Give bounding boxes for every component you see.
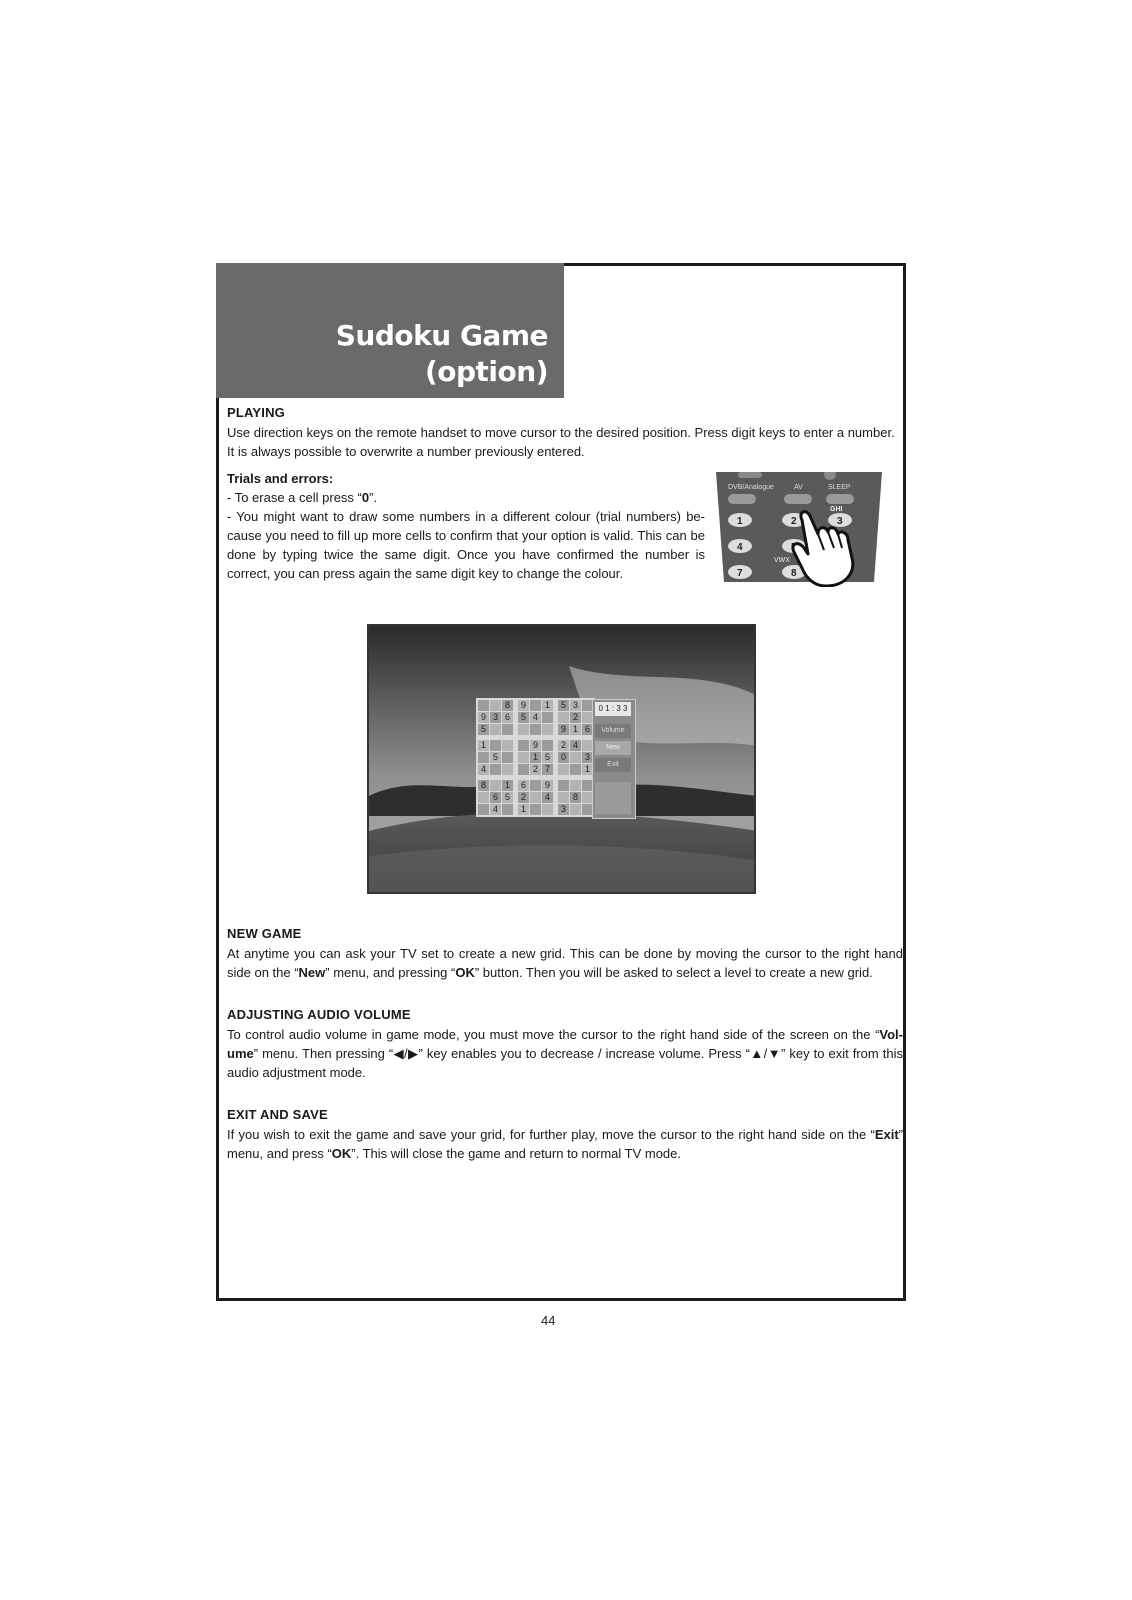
new-game-t3: ” button. Then you will be asked to select a level to create a new grid. — [474, 965, 873, 980]
new-game-b1: New — [298, 965, 326, 980]
sudoku-cell[interactable]: 4 — [542, 792, 553, 803]
sudoku-cell[interactable]: 2 — [570, 712, 581, 723]
sudoku-cell[interactable] — [558, 792, 569, 803]
sudoku-cell[interactable] — [478, 752, 489, 763]
sudoku-cell[interactable]: 3 — [490, 712, 501, 723]
sudoku-cell[interactable]: 1 — [530, 752, 541, 763]
page-subtitle: (option) — [424, 355, 548, 388]
game-side-menu — [592, 699, 636, 819]
sudoku-cell[interactable]: 2 — [530, 764, 541, 775]
sudoku-cell[interactable]: 0 — [558, 752, 569, 763]
remote-label-av: AV — [794, 484, 803, 491]
remote-label-ghi: GHI — [830, 506, 843, 513]
sudoku-cell[interactable]: 9 — [478, 712, 489, 723]
trials-bullet-2: - You might want to draw some numbers in a different colour (trial numbers) be-cause you need to fill up more cells to confirm that your option is valid. This can be done by typing twice the same digit. Once you have confirmed the number is correct, you can press again the same digit key to change the colour. — [227, 509, 705, 581]
remote-key-1: 1 — [737, 516, 743, 527]
playing-line2: It is always possible to overwrite a number previously entered. — [227, 444, 585, 459]
sudoku-cell[interactable]: 9 — [542, 780, 553, 791]
sudoku-cell[interactable] — [502, 752, 513, 763]
volume-text — [227, 1025, 903, 1082]
sudoku-cell[interactable] — [542, 804, 553, 815]
exit-save-b1: Exit — [874, 1127, 899, 1142]
sudoku-cell[interactable] — [490, 700, 501, 711]
sudoku-cell[interactable] — [542, 712, 553, 723]
sudoku-cell[interactable] — [502, 764, 513, 775]
remote-svg — [714, 472, 884, 587]
remote-key-7: 7 — [737, 568, 743, 579]
remote-label-sleep: SLEEP — [828, 484, 851, 491]
sudoku-cell[interactable]: 9 — [530, 740, 541, 751]
sudoku-cell[interactable] — [490, 740, 501, 751]
sudoku-cell[interactable]: 3 — [570, 700, 581, 711]
trials-bullet-1 — [227, 488, 705, 507]
sudoku-cell[interactable] — [478, 804, 489, 815]
sudoku-cell[interactable] — [558, 780, 569, 791]
sudoku-cell[interactable]: 6 — [518, 780, 529, 791]
playing-heading: PLAYING — [227, 405, 285, 420]
menu-new[interactable]: New — [595, 741, 631, 755]
sudoku-cell[interactable] — [478, 700, 489, 711]
exit-save-text — [227, 1125, 903, 1163]
exit-save-t3: ”. This will close the game and return to normal TV mode. — [351, 1146, 682, 1161]
sudoku-cell[interactable]: 7 — [542, 764, 553, 775]
exit-save-heading: EXIT AND SAVE — [227, 1107, 328, 1122]
sudoku-cell[interactable]: 4 — [478, 764, 489, 775]
sudoku-cell[interactable]: 8 — [478, 780, 489, 791]
trials-heading: Trials and errors: — [227, 471, 334, 486]
sudoku-cell[interactable] — [558, 712, 569, 723]
playing-text — [227, 423, 903, 461]
sudoku-cell[interactable]: 9 — [518, 700, 529, 711]
remote-key-4: 4 — [737, 542, 743, 553]
sudoku-cell[interactable]: 5 — [542, 752, 553, 763]
sudoku-cell[interactable] — [542, 724, 553, 735]
sudoku-cell[interactable]: 5 — [502, 792, 513, 803]
sudoku-cell[interactable]: 1 — [518, 804, 529, 815]
sudoku-cell[interactable]: 1 — [570, 724, 581, 735]
new-game-heading: NEW GAME — [227, 926, 302, 941]
page-number: 44 — [541, 1313, 556, 1328]
sudoku-cell[interactable]: 4 — [490, 804, 501, 815]
page-title: Sudoku Game — [335, 319, 548, 352]
remote-key-3: 3 — [837, 516, 843, 527]
sudoku-cell[interactable]: 2 — [518, 792, 529, 803]
new-game-text — [227, 944, 903, 982]
sudoku-cell[interactable] — [530, 792, 541, 803]
remote-av-button — [784, 494, 812, 504]
sudoku-cell[interactable]: 3 — [582, 752, 593, 763]
sudoku-cell[interactable]: 5 — [558, 700, 569, 711]
bullet1-key: 0 — [361, 490, 370, 505]
new-game-b2: OK — [455, 965, 475, 980]
remote-key-2: 2 — [791, 516, 797, 527]
new-game-t1: At anytime you can ask your TV set to create a new grid. This can be done by moving the cursor to the right hand side on the “ — [227, 946, 903, 980]
sudoku-cell[interactable]: 4 — [530, 712, 541, 723]
remote-dvb-button — [728, 494, 756, 504]
menu-exit[interactable]: Exit — [595, 758, 631, 772]
sudoku-cell[interactable] — [490, 780, 501, 791]
remote-label-dvb: DVB/Analogue — [728, 484, 774, 491]
sudoku-cell[interactable]: 5 — [518, 712, 529, 723]
remote-control-illustration — [714, 472, 884, 587]
bullet1-pre: - To erase a cell press “ — [227, 490, 362, 505]
sudoku-cell[interactable] — [502, 740, 513, 751]
sudoku-cell[interactable]: 8 — [570, 792, 581, 803]
sudoku-cell[interactable] — [530, 724, 541, 735]
sudoku-cell[interactable] — [518, 752, 529, 763]
sudoku-cell[interactable] — [570, 764, 581, 775]
game-timer: 0 1 : 3 3 — [595, 702, 631, 716]
sudoku-cell[interactable] — [502, 724, 513, 735]
menu-blank-panel — [595, 782, 631, 814]
sudoku-cell[interactable]: 5 — [478, 724, 489, 735]
sudoku-cell[interactable]: 1 — [582, 764, 593, 775]
sudoku-cell[interactable]: 6 — [582, 724, 593, 735]
sudoku-cell[interactable] — [478, 792, 489, 803]
sudoku-cell[interactable]: 1 — [502, 780, 513, 791]
sudoku-cell[interactable] — [490, 764, 501, 775]
sudoku-cell[interactable] — [558, 764, 569, 775]
remote-label-vwx: VWX — [774, 557, 790, 564]
volume-b1: Vol-ume — [227, 1027, 903, 1061]
sudoku-cell[interactable] — [530, 804, 541, 815]
sudoku-cell[interactable]: 6 — [502, 712, 513, 723]
sudoku-cell[interactable]: 5 — [490, 752, 501, 763]
sudoku-cell[interactable]: 1 — [542, 700, 553, 711]
sudoku-cell[interactable]: 9 — [558, 724, 569, 735]
sudoku-cell[interactable]: 1 — [478, 740, 489, 751]
volume-t2: ” menu. Then pressing “◀/▶” key enables you to decrease / increase volume. Press “▲/▼” key to exit from this audio adjustment mode. — [227, 1046, 903, 1080]
remote-sleep-button — [826, 494, 854, 504]
sudoku-cell[interactable] — [518, 724, 529, 735]
sudoku-cell[interactable]: 6 — [490, 792, 501, 803]
new-game-t2: ” menu, and pressing “ — [325, 965, 456, 980]
sudoku-cell[interactable] — [570, 804, 581, 815]
volume-heading: ADJUSTING AUDIO VOLUME — [227, 1007, 411, 1022]
title-banner — [216, 263, 564, 398]
sudoku-cell[interactable] — [518, 740, 529, 751]
exit-save-t2: ” menu, and press “ — [227, 1127, 903, 1161]
sudoku-cell[interactable]: 8 — [502, 700, 513, 711]
sudoku-cell[interactable] — [570, 780, 581, 791]
exit-save-t1: If you wish to exit the game and save your grid, for further play, move the cursor to the right hand side on the “ — [227, 1127, 875, 1142]
bullet1-post: ”. — [369, 490, 378, 505]
sudoku-cell[interactable] — [490, 724, 501, 735]
playing-line1: Use direction keys on the remote handset to move cursor to the desired position. Press digit keys to enter a number. — [227, 425, 895, 440]
sudoku-cell[interactable] — [542, 740, 553, 751]
sudoku-cell[interactable]: 4 — [570, 740, 581, 751]
sudoku-cell[interactable] — [570, 752, 581, 763]
sudoku-cell[interactable]: 3 — [558, 804, 569, 815]
sudoku-cell[interactable] — [502, 804, 513, 815]
menu-volume[interactable]: Volume — [595, 724, 631, 738]
volume-t1: To control audio volume in game mode, you must move the cursor to the right hand side of the screen on the “ — [227, 1027, 880, 1042]
sudoku-cell[interactable] — [518, 764, 529, 775]
remote-key-8: 8 — [791, 568, 797, 579]
exit-save-b2: OK — [331, 1146, 352, 1161]
sudoku-cell[interactable] — [530, 780, 541, 791]
sudoku-cell[interactable] — [530, 700, 541, 711]
sudoku-cell[interactable]: 2 — [558, 740, 569, 751]
